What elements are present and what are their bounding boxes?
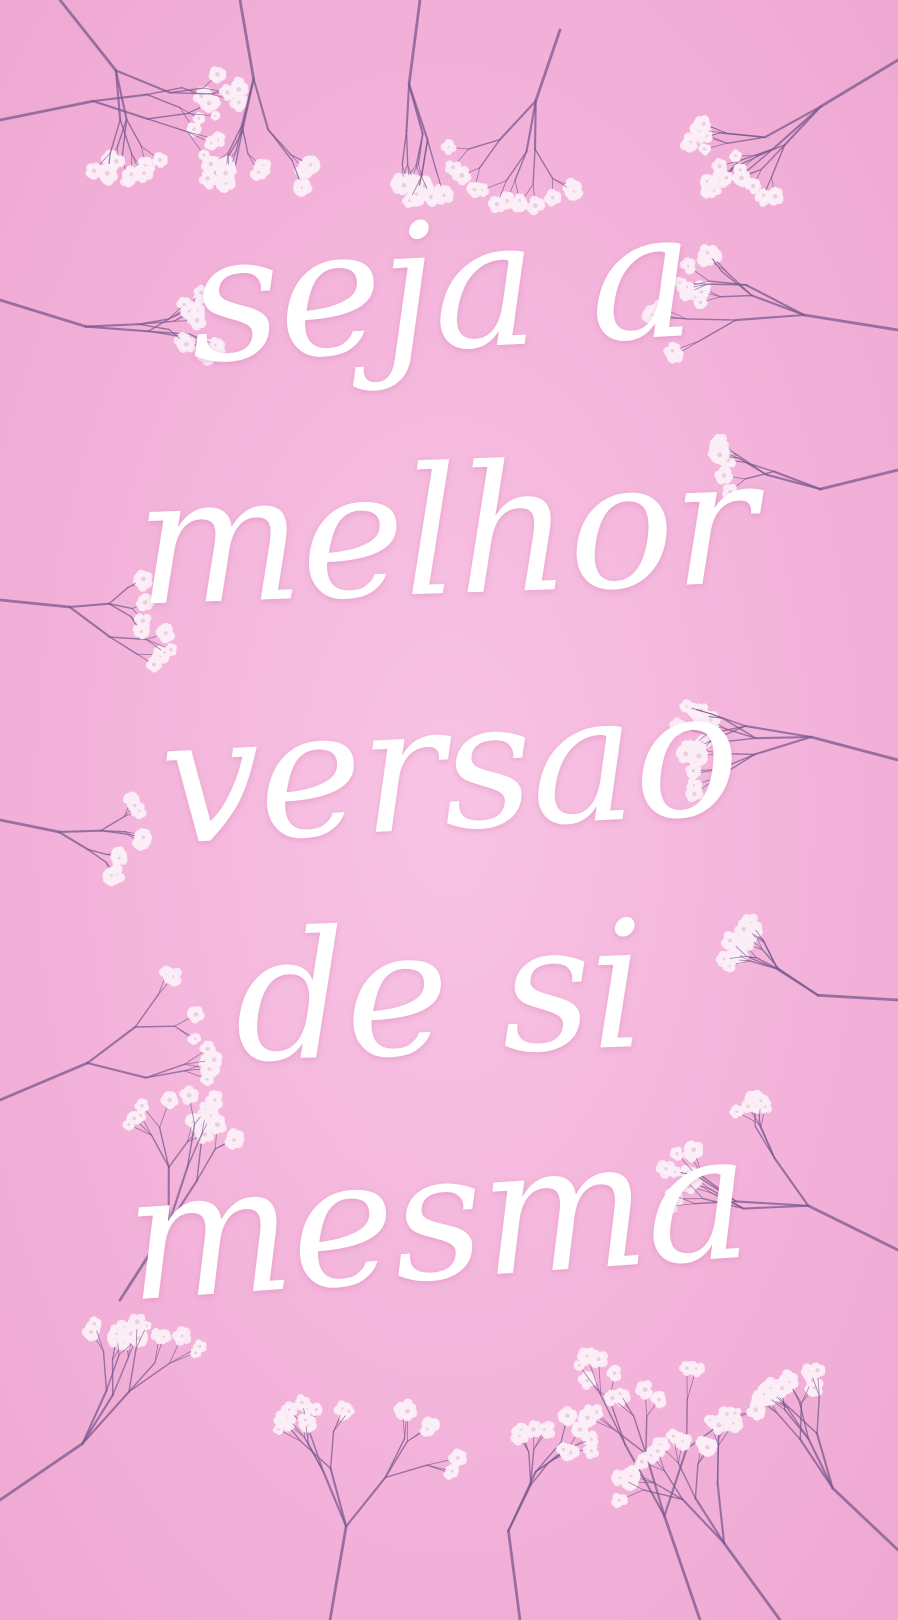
blossom-icon	[698, 143, 711, 155]
flower-stem	[331, 1468, 347, 1526]
blossom-icon	[208, 66, 226, 83]
flower-stem	[129, 1363, 169, 1391]
flower-stem	[301, 1441, 331, 1468]
flower-stem	[346, 1477, 385, 1526]
flower-stem	[113, 1357, 129, 1395]
flower-stem	[508, 1531, 520, 1620]
flower-stem	[614, 1429, 646, 1453]
flower-stem	[110, 637, 137, 654]
flower-stem	[531, 1462, 550, 1485]
flower-stem	[93, 95, 147, 102]
flower-stem	[268, 129, 292, 160]
flower-stem	[330, 1526, 346, 1620]
flower-stem	[800, 1439, 832, 1488]
flower-stem	[331, 1432, 334, 1469]
flower-stem	[683, 1499, 724, 1543]
flower-stem	[83, 1395, 113, 1443]
flower-stem	[407, 131, 408, 164]
flower-stem	[254, 79, 268, 130]
flower-stem	[664, 1516, 700, 1620]
flower-stem	[821, 60, 898, 106]
flower-stem	[110, 120, 120, 153]
blossom-icon	[524, 1420, 541, 1438]
flower-stem	[324, 1472, 347, 1526]
blossom-icon	[211, 111, 220, 120]
flower-stem	[116, 70, 170, 92]
flower-stem	[508, 1485, 530, 1531]
quote-line-1: seja a	[184, 171, 698, 404]
flower-stem	[242, 125, 248, 154]
flower-stem	[402, 131, 406, 164]
flower-stem	[308, 1443, 323, 1472]
quote-line-5: mesma	[118, 1093, 755, 1342]
flower-stem	[409, 84, 428, 140]
blossom-icon	[729, 149, 742, 162]
flower-stem	[147, 95, 180, 108]
flower-stem	[646, 1416, 647, 1453]
flower-stem	[409, 0, 420, 84]
blossom-icon	[135, 1099, 148, 1112]
flower-stem	[785, 106, 821, 145]
flower-stem	[727, 137, 765, 143]
blossom-icon	[635, 1380, 653, 1400]
flower-stem	[60, 0, 116, 70]
flower-stem	[0, 101, 93, 120]
flower-stem	[727, 133, 765, 137]
flower-stem	[535, 149, 553, 179]
flower-stem	[817, 1396, 819, 1433]
flower-stem	[148, 119, 188, 132]
flower-stem	[240, 0, 254, 79]
blossom-icon	[614, 1495, 625, 1506]
flower-stem	[148, 114, 187, 119]
flower-stem	[468, 140, 499, 149]
quote-line-3: versao	[155, 650, 743, 885]
blossom-icon	[190, 1347, 201, 1358]
flower-stem	[127, 119, 142, 146]
flower-stem	[634, 1416, 646, 1454]
flower-stem	[536, 30, 560, 101]
blossom-icon	[614, 1388, 625, 1399]
flower-stem	[421, 140, 427, 177]
blossom-icon	[160, 1091, 178, 1109]
quote-line-4: de si	[230, 882, 648, 1103]
flower-stem	[407, 84, 410, 131]
blossom-icon	[711, 158, 727, 174]
quote-line-2: melhor	[132, 419, 758, 646]
flower-stem	[833, 1488, 898, 1550]
blossom-icon	[585, 1434, 597, 1445]
flower-stem	[664, 1449, 686, 1516]
flower-stem	[777, 1413, 800, 1439]
flower-stem	[83, 1392, 129, 1444]
blossom-icon	[219, 84, 235, 101]
flower-stem	[695, 1464, 698, 1498]
flower-stem	[103, 1351, 106, 1390]
flower-stem	[0, 1444, 83, 1500]
blossom-icon	[679, 1361, 694, 1376]
flower-stem	[724, 1543, 780, 1620]
flower-stem	[428, 140, 437, 173]
flower-stem	[678, 1463, 695, 1498]
flower-stem	[83, 1391, 107, 1444]
flower-stem	[480, 140, 500, 168]
flower-stem	[718, 1446, 719, 1483]
